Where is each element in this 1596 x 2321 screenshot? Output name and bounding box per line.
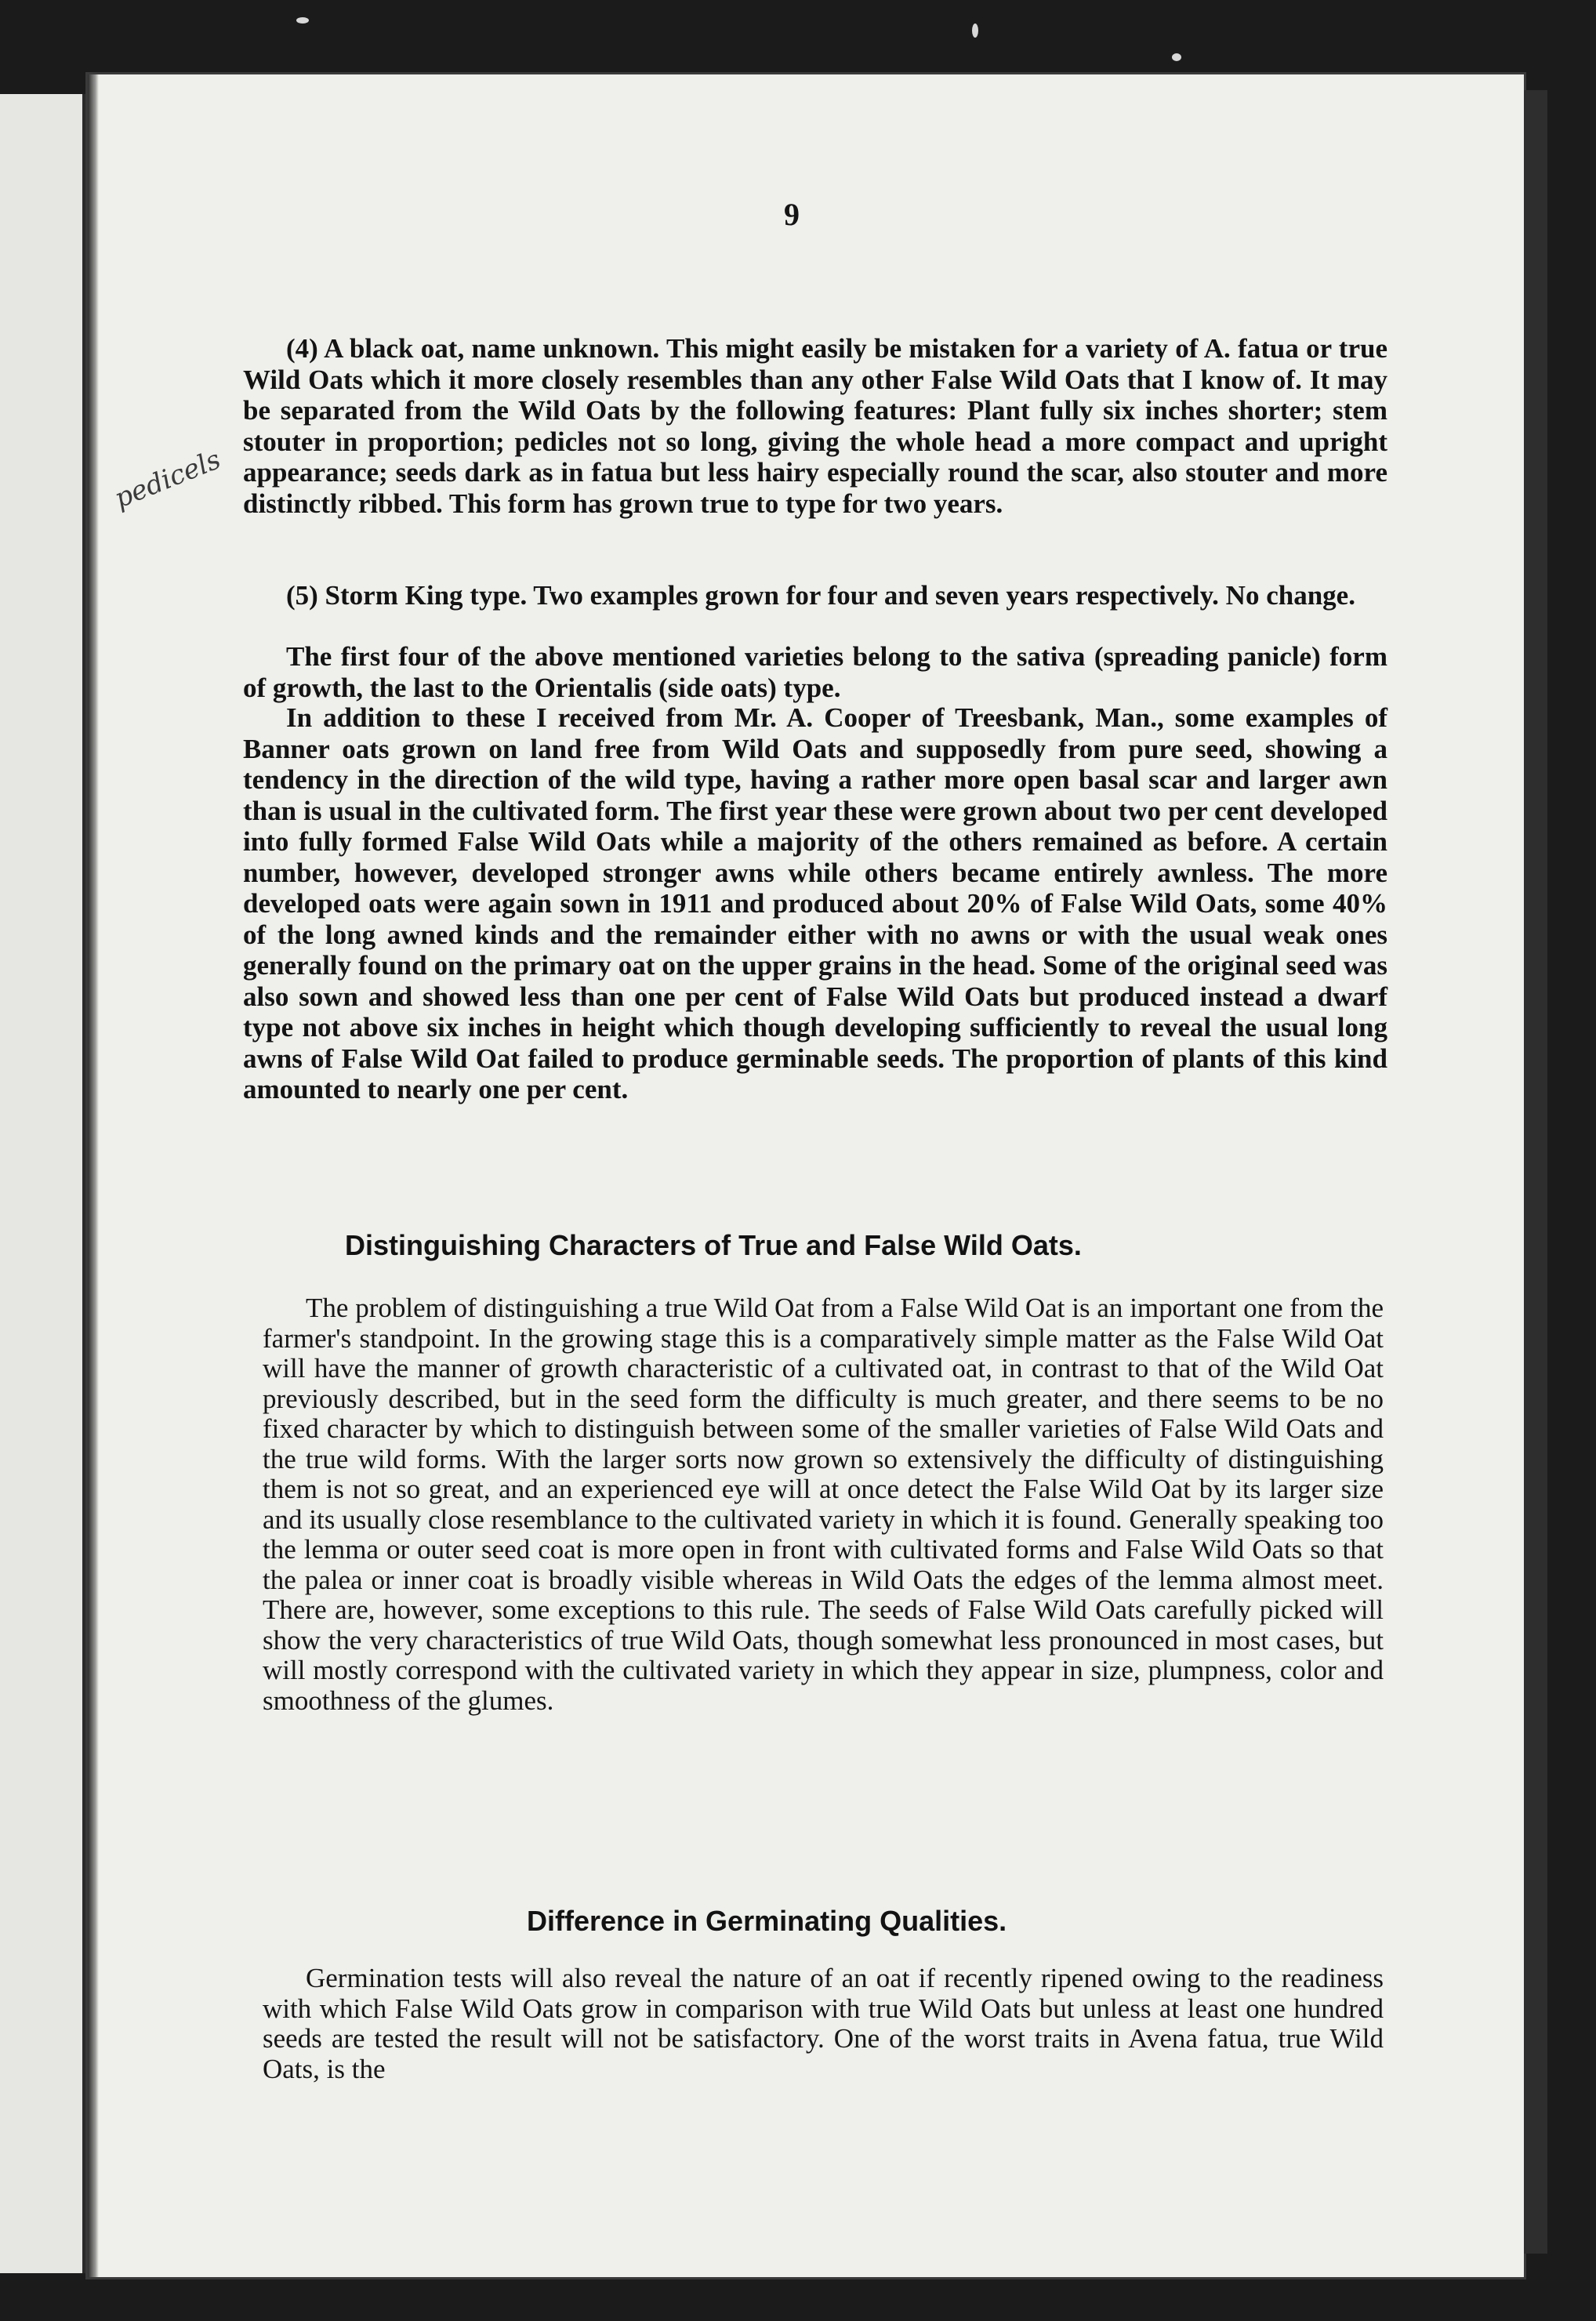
section-heading-distinguishing: Distinguishing Characters of True and False Wild Oats. xyxy=(345,1229,1082,1261)
facing-page-edge xyxy=(0,94,87,2273)
paragraph-banner-oats: In addition to these I received from Mr. A. Cooper of Treesbank, Man., some examples of Banner oats grown on land free from Wild Oats and supposedly from pure seed, showing a tendency in the direction of the wild type, having a rather more open basal scar and larger awn than is usual in the cultivated form. The first year these were grown about two per cent developed into fully formed False Wild Oats while a majority of the others remained as before. A certain number, however, developed stronger awns while others became entirely awnless. The more developed oats were again sown in 1911 and produced about 20% of False Wild Oats, some 40% of the long awned kinds and the remainder either with no awns or with the usual weak ones generally found on the primary oat on the upper grains in the head. Some of the original seed was also sown and showed less than one per cent of False Wild Oats but produced instead a dwarf type not above six inches in height which though developing sufficiently to reveal the usual long awns of False Wild Oat failed to produce germinable seeds. The proportion of plants of this kind amounted to nearly one per cent. xyxy=(243,702,1387,1104)
scan-specks xyxy=(0,0,1596,71)
paragraph-variety-4: (4) A black oat, name unknown. This might easily be mistaken for a variety of A. fatua or true Wild Oats which it more closely resembles than any other False Wild Oats that I know of. It may be separated from the Wild Oats by the following features: Plant fully six inches shorter; stem stouter in proportion; pedicles not so long, giving the whole head a more compact and upright appearance; seeds dark as in fatua but less hairy especially round the scar, also stouter and more distinctly ribbed. This form has grown true to type for two years. xyxy=(243,333,1387,519)
handwritten-margin-note: pedicels xyxy=(110,444,226,515)
page-right-edge xyxy=(1524,90,1547,2254)
dust-speck xyxy=(972,24,978,38)
dust-speck xyxy=(296,17,309,24)
paragraph-varieties-summary: The first four of the above mentioned varieties belong to the sativa (spreading panicle) form of growth, the last to the Orientalis (side oats) type. xyxy=(243,641,1387,703)
paragraph-germinating: Germination tests will also reveal the nature of an oat if recently ripened owing to the readiness with which False Wild Oats grow in comparison with true Wild Oats but unless at least one hundred seeds are tested the result will not be satisfactory. One of the worst traits in Avena fatua, true Wild Oats, is the xyxy=(263,1963,1384,2084)
page-number: 9 xyxy=(784,197,800,232)
paragraph-distinguishing: The problem of distinguishing a true Wild Oat from a False Wild Oat is an important one from the farmer's standpoint. In the growing stage this is a comparatively simple matter as the False Wild Oat will have the manner of growth characteristic of a cultivated oat, in contrast to that of the Wild Oat previously described, but in the seed form the difficulty is much greater, and there seems to be no fixed character by which to distinguish between some of the smaller varieties of False Wild Oats and the true wild forms. With the larger sorts now grown so extensively the difficulty of distinguishing them is not so great, and an experienced eye will at once detect the False Wild Oat by its larger size and its usually close resemblance to the cultivated variety in which it is found. Generally speaking too the lemma or outer seed coat is more open in front with cultivated forms and False Wild Oats so that the palea or inner coat is broadly visible whereas in Wild Oats the edges of the lemma almost meet. There are, however, some exceptions to this rule. The seeds of False Wild Oats carefully picked will show the very characteristics of true Wild Oats, though somewhat less pronounced in most cases, but will mostly correspond with the cultivated variety in which they appear in size, plumpness, color and smoothness of the glumes. xyxy=(263,1293,1384,1716)
dust-speck xyxy=(1172,53,1181,61)
paragraph-variety-5: (5) Storm King type. Two examples grown for four and seven years respectively. No change. xyxy=(286,580,1355,611)
section-heading-germinating: Difference in Germinating Qualities. xyxy=(527,1905,1007,1937)
binding-gutter xyxy=(88,74,99,2277)
